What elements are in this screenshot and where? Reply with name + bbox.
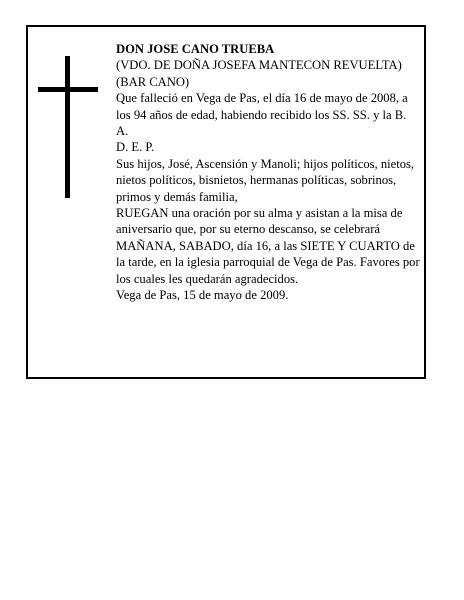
obituary-notice <box>26 25 426 379</box>
notice-text <box>116 41 421 304</box>
family-list: Sus hijos, José, Ascensión y Manoli; hijos políticos, nietos, nietos políticos, bisnietos, hermanas políticas, sobrinos, primos y demás familia, <box>116 156 415 204</box>
place-date: Vega de Pas, 15 de mayo de 2009. <box>116 288 289 303</box>
notice-subtitle: (VDO. DE DOÑA JOSEFA MANTECON REVUELTA) (BAR CANO) <box>116 58 402 89</box>
dep-line: D. E. P. <box>116 140 155 155</box>
cross-vertical-bar <box>65 56 70 198</box>
mass-request: RUEGAN una oración por su alma y asistan a la misa de aniversario que, por su eterno descanso, se celebrará MAÑANA, SABADO, día 16, a las SIETE Y CUARTO de la tarde, en la iglesia parroquial de Vega de Pas. Favores por los cuales les quedarán agradecidos. <box>116 206 420 286</box>
deceased-name: DON JOSE CANO TRUEBA <box>116 42 275 56</box>
cross-horizontal-bar <box>38 87 98 92</box>
cross-icon <box>38 56 98 198</box>
death-announcement: Que falleció en Vega de Pas, el día 16 de mayo de 2008, a los 94 años de edad, habiendo recibido los SS. SS. y la B. A. <box>116 91 408 139</box>
